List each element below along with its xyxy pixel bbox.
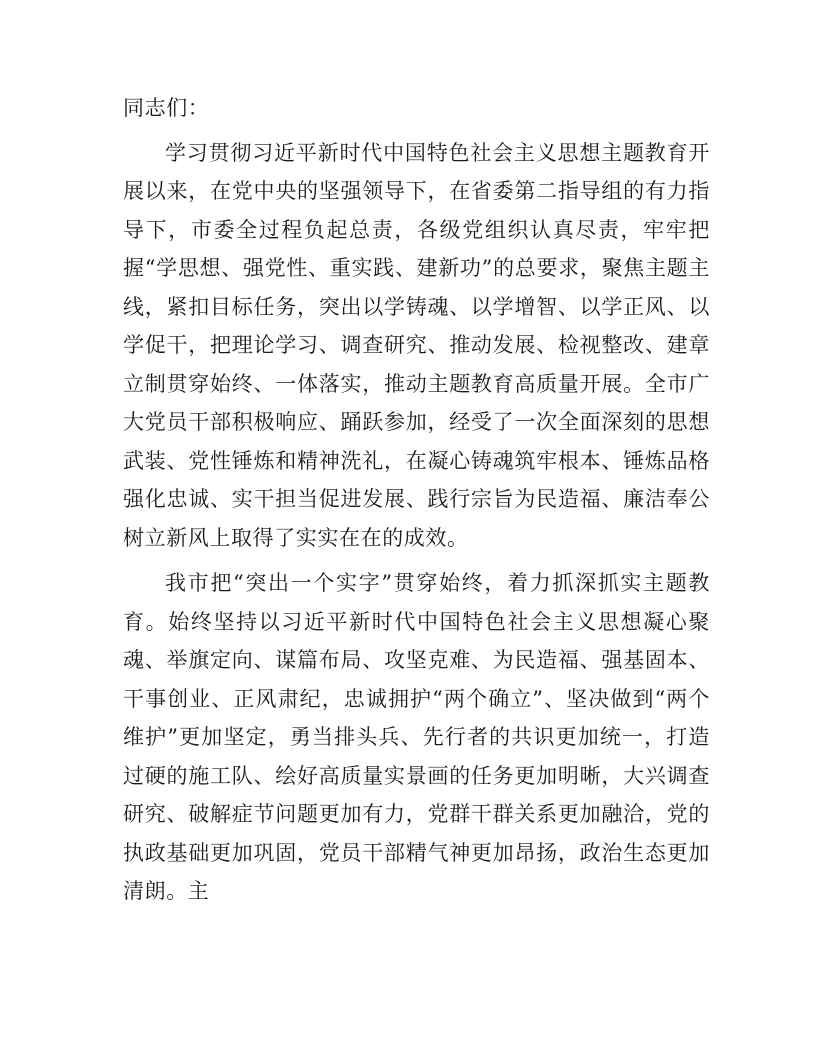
salutation: 同志们： xyxy=(123,96,210,120)
document-body xyxy=(123,89,710,918)
paragraph-2: 我市把“突出一个实字”贯穿始终，着力抓深抓实主题教育。始终坚持以习近平新时代中国特色社会主义思想凝心聚魂、举旗定向、谋篇布局、攻坚克难、为民造福、强基固本、干事创业、正风肃纪，忠诚拥护“两个确立”、坚决做到“两个维护”更加坚定，勇当排头兵、先行者的共识更加统一，打造过硬的施工队、绘好高质量实景画的任务更加明晰，大兴调查研究、破解症节问题更加有力，党群干群关系更加融洽，党的执政基础更加巩固，党员干部精气神更加昂扬，政治生态更加清朗。主 xyxy=(123,571,710,903)
paragraph-1: 学习贯彻习近平新时代中国特色社会主义思想主题教育开展以来，在党中央的坚强领导下，在省委第二指导组的有力指导下，市委全过程负起总责，各级党组织认真尽责，牢牢把握“学思想、强党性、重实践、建新功”的总要求，聚焦主题主线，紧扣目标任务，突出以学铸魂、以学增智、以学正风、以学促干，把理论学习、调查研究、推动发展、检视整改、建章立制贯穿始终、一体落实，推动主题教育高质量开展。全市广大党员干部积极响应、踊跃参加，经受了一次全面深刻的思想武装、党性锤炼和精神洗礼，在凝心铸魂筑牢根本、锤炼品格强化忠诚、实干担当促进发展、践行宗旨为民造福、廉洁奉公树立新风上取得了实实在在的成效。 xyxy=(123,140,710,550)
